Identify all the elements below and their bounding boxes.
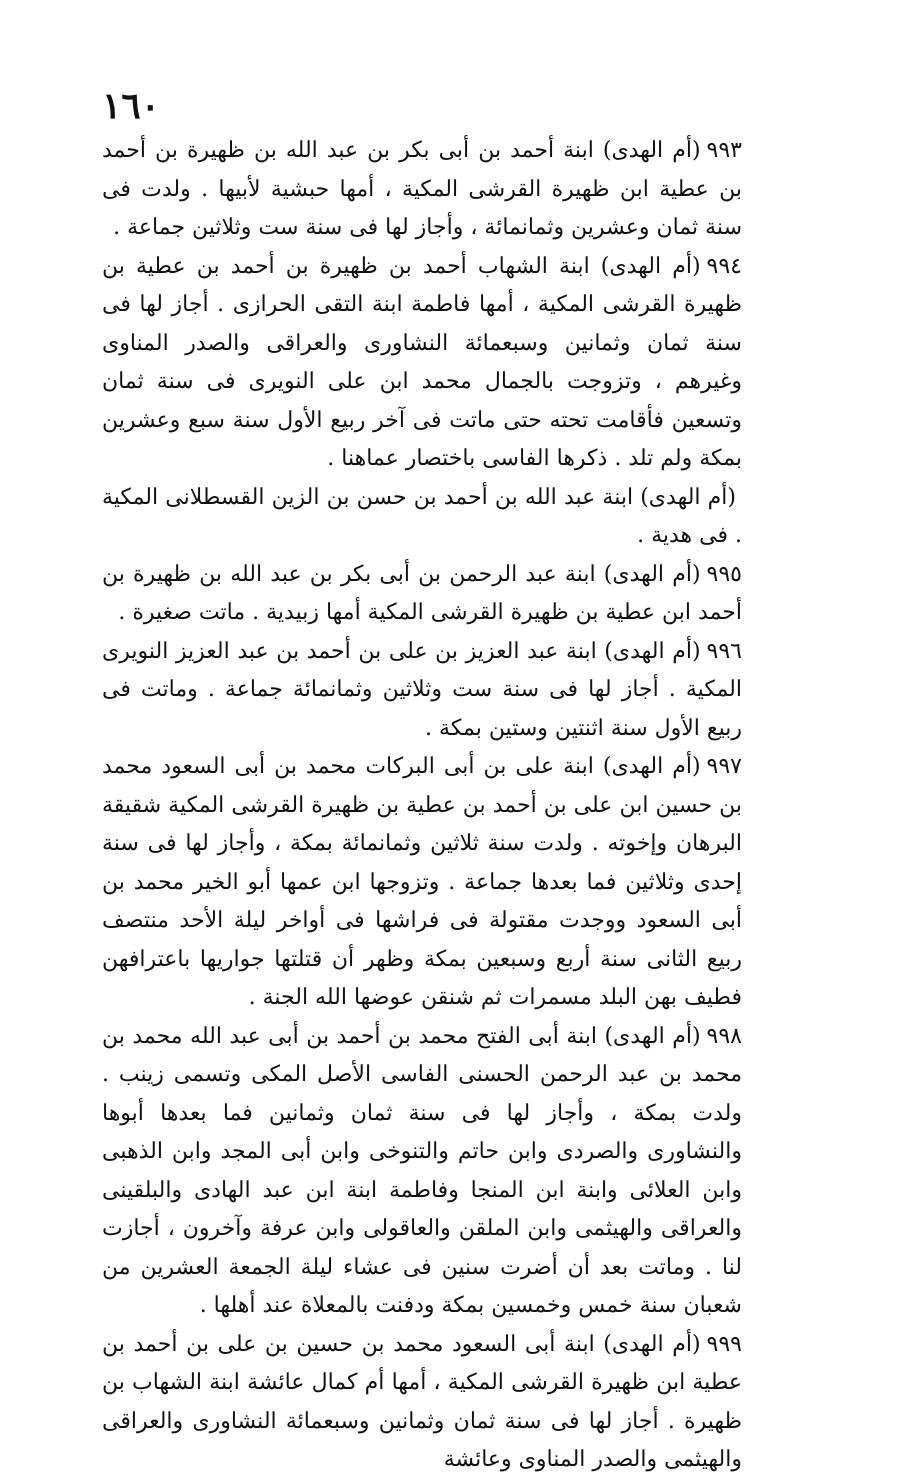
entry-text: (أم الهدى) ابنة الشهاب أحمد بن ظهيرة بن أحمد بن عطية بن ظهيرة القرشى المكية ، أمها فاطمة ابنة التقى الحرازى . أجاز لها فى سنة ثمان وثمانين وسبعمائة النشاورى والعراقى والصدر المناوى وغيرهم ، وتزوجت بالجمال محمد ابن على النويرى فى سنة ثمان وتسعين فأقامت تحته حتى ماتت فى آخر ربيع الأول سنة سبع وعشرين بمكة ولم تلد . ذكرها الفاسى باختصار عماهنا .	[102, 253, 742, 471]
entry-text: (أم الهدى) ابنة أحمد بن أبى بكر بن عبد الله بن ظهيرة بن أحمد بن عطية ابن ظهيرة القرشى المكية ، أمها حبشية لأبيها . ولدت فى سنة ثمان وعشرين وثمانمائة ، وأجاز لها فى سنة ست وثلاثين جماعة .	[102, 138, 742, 240]
page-number: ١٦٠	[102, 85, 161, 127]
entry-number: ٩٩٧	[706, 754, 742, 779]
entry-993	[102, 132, 742, 248]
entry-number: ٩٩٥	[706, 561, 742, 587]
entry-number: ٩٩٣	[706, 138, 742, 163]
book-page	[102, 85, 743, 1472]
entry-text: (أم الهدى) ابنة أبى الفتح محمد بن أحمد بن أبى عبد الله محمد بن محمد بن عبد الرحمن الحسنى الفاسى الأصل المكى وتسمى زينب . ولدت بمكة ، وأجاز لها فى سنة ثمان وثمانين فما بعدها أبوها والنشاورى والصردى وابن حاتم والتنوخى وابن أبى المجد وابن الذهبى وابن العلائى وابنة ابن المنجا وفاطمة ابنة ابن عبد الهادى والبلقينى والعراقى والهيثمى وابن الملقن والعاقولى وابن عرفة وآخرون ، أجازت لنا . وماتت بعد أن أضرت سنين فى عشاء ليلة الجمعة العشرين من شعبان سنة خمس وخمسين بمكة ودفنت بالمعلاة عند أهلها .	[102, 1023, 742, 1318]
entry-997	[102, 748, 742, 1018]
entry-number: ٩٩٩	[706, 1331, 742, 1357]
entry-number: ٩٩٦	[706, 638, 742, 664]
entry-text: (أم الهدى) ابنة عبد الله بن أحمد بن حسن بن الزين القسطلانى المكية . فى هدية .	[102, 484, 742, 548]
entry-text: (أم الهدى) ابنة أبى السعود محمد بن حسين بن على بن أحمد بن عطية ابن ظهيرة القرشى المكية ، أمها أم كمال عائشة ابنة الشهاب بن ظهيرة . أجاز لها فى سنة ثمان وثمانين وسبعمائة النشاورى والعراقى والهيثمى والصدر المناوى وعائشة	[102, 1331, 742, 1472]
entry-number: ٩٩٨	[706, 1023, 742, 1049]
entry-998	[102, 1018, 742, 1326]
entry-996	[102, 633, 742, 749]
entry-995	[102, 556, 742, 633]
entry-999	[102, 1326, 742, 1480]
entry-number: ٩٩٤	[706, 253, 742, 279]
entry-text: (أم الهدى) ابنة عبد الرحمن بن أبى بكر بن عبد الله بن ظهيرة بن أحمد ابن عطية بن ظهيرة القرشى المكية أمها زبيدية . ماتت صغيرة .	[102, 561, 742, 625]
entry-text: (أم الهدى) ابنة عبد العزيز بن على بن أحمد بن عبد العزيز النويرى المكية . أجاز لها فى سنة ست وثلاثين وثمانمائة جماعة . وماتت فى ربيع الأول سنة اثنتين وستين بمكة .	[102, 638, 742, 741]
entry-unnumbered	[102, 479, 742, 556]
entry-994	[102, 248, 742, 479]
entry-text: (أم الهدى) ابنة على بن أبى البركات محمد بن أبى السعود محمد بن حسين ابن على بن أحمد بن عطية بن ظهيرة القرشى المكية شقيقة البرهان وإخوته . ولدت سنة ثلاثين وثمانمائة بمكة ، وأجاز لها فى سنة إحدى وثلاثين فما بعدها جماعة . وتزوجها ابن عمها أبو الخير محمد بن أبى السعود ووجدت مقتولة فى فراشها فى أواخر ليلة الأحد منتصف ربيع الثانى سنة أربع وسبعين بمكة وظهر أن قتلتها جواريها باعترافهن فطيف بهن البلد مسمرات ثم شنقن عوضها الله الجنة .	[102, 754, 743, 1010]
biography-entries	[102, 132, 742, 1480]
